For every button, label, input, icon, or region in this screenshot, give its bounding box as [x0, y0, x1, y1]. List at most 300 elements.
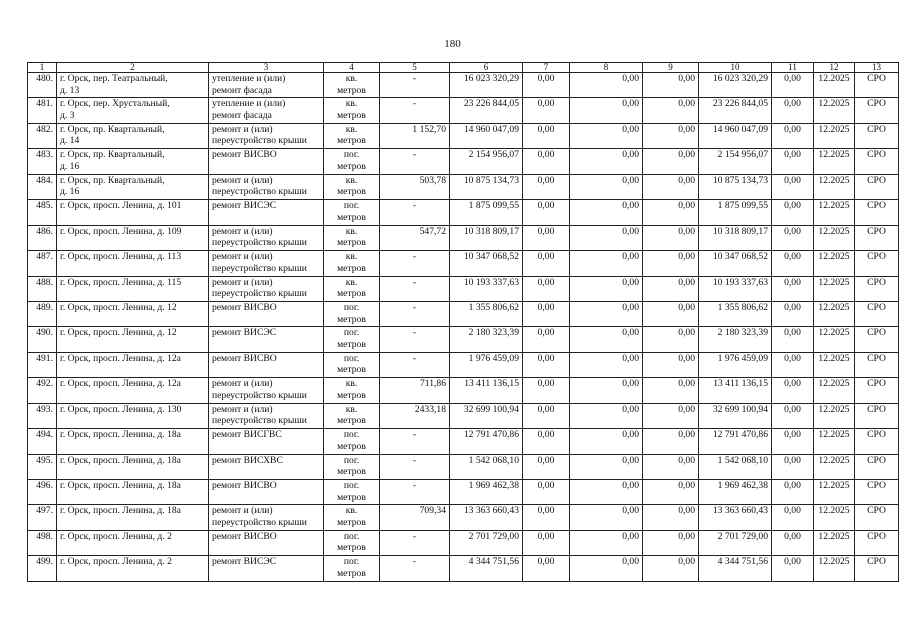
work-type-cell-line: ремонт ВИСВО	[212, 480, 277, 491]
address-cell	[57, 123, 209, 148]
col11-cell: 0,00	[772, 123, 814, 148]
col10-cell: 2 154 956,07	[699, 149, 772, 174]
col10-cell: 1 969 462,38	[699, 480, 772, 505]
total-cost-cell: 10 318 809,17	[450, 225, 523, 250]
row-number: 495.	[28, 454, 57, 479]
unit-cell-line: метров	[337, 110, 366, 122]
work-type-cell-line: ремонт и (или)	[212, 378, 273, 390]
work-type-cell	[209, 174, 324, 199]
row-number: 481.	[28, 98, 57, 123]
address-cell-line: г. Орск, пр. Квартальный,	[60, 149, 165, 161]
unit-cell	[324, 225, 380, 250]
address-cell-line: г. Орск, пр. Квартальный,	[60, 123, 165, 135]
work-type-cell	[209, 480, 324, 505]
row-number: 496.	[28, 480, 57, 505]
source-cell: СРО	[855, 174, 899, 199]
work-type-cell	[209, 530, 324, 555]
total-cost-cell: 1 969 462,38	[450, 480, 523, 505]
table-row	[28, 225, 899, 250]
total-cost-cell: 2 180 323,39	[450, 327, 523, 352]
unit-cell-line: кв.	[345, 403, 358, 415]
work-type-cell-line: переустройство крыши	[212, 186, 307, 198]
col7-cell: 0,00	[523, 276, 570, 301]
area-cell: -	[380, 251, 450, 276]
total-cost-cell: 10 347 068,52	[450, 251, 523, 276]
col11-cell: 0,00	[772, 301, 814, 326]
col11-cell: 0,00	[772, 98, 814, 123]
source-cell: СРО	[855, 301, 899, 326]
row-number: 497.	[28, 505, 57, 530]
col11-cell: 0,00	[772, 505, 814, 530]
work-type-cell-line: ремонт ВИСВО	[212, 352, 277, 364]
col10-cell: 1 875 099,55	[699, 200, 772, 225]
unit-cell	[324, 301, 380, 326]
table-row	[28, 403, 899, 428]
col7-cell: 0,00	[523, 378, 570, 403]
work-type-cell	[209, 454, 324, 479]
column-number-row	[28, 63, 899, 73]
col10-cell: 2 180 323,39	[699, 327, 772, 352]
column-header: 12	[814, 63, 855, 73]
area-cell: -	[380, 73, 450, 98]
unit-cell-line: метров	[337, 567, 366, 579]
work-type-cell-line: переустройство крыши	[212, 389, 307, 401]
col10-cell: 10 318 809,17	[699, 225, 772, 250]
col10-cell: 2 701 729,00	[699, 530, 772, 555]
unit-cell-line: метров	[337, 415, 366, 427]
row-number: 485.	[28, 200, 57, 225]
col8-cell: 0,00	[570, 301, 643, 326]
table-row	[28, 556, 899, 581]
table-row	[28, 149, 899, 174]
col7-cell: 0,00	[523, 530, 570, 555]
date-cell: 12.2025	[814, 251, 855, 276]
work-type-cell-line: ремонт ВИСЭС	[212, 556, 277, 568]
unit-cell-line: пог.	[343, 327, 360, 339]
address-cell	[57, 225, 209, 250]
date-cell: 12.2025	[814, 276, 855, 301]
col9-cell: 0,00	[643, 378, 699, 403]
total-cost-cell: 1 542 068,10	[450, 454, 523, 479]
address-cell-line: д. 16	[60, 186, 80, 198]
col8-cell: 0,00	[570, 530, 643, 555]
col11-cell: 0,00	[772, 276, 814, 301]
area-cell: -	[380, 352, 450, 377]
table-row	[28, 174, 899, 199]
row-number: 487.	[28, 251, 57, 276]
work-type-cell	[209, 327, 324, 352]
col11-cell: 0,00	[772, 556, 814, 581]
area-cell: 547,72	[380, 225, 450, 250]
unit-cell-line: метров	[337, 491, 366, 503]
col8-cell: 0,00	[570, 200, 643, 225]
unit-cell-line: пог.	[343, 556, 360, 568]
unit-cell-line: пог.	[343, 200, 360, 212]
work-type-cell	[209, 403, 324, 428]
work-type-cell-line: переустройство крыши	[212, 262, 307, 274]
table-row	[28, 200, 899, 225]
col10-cell: 23 226 844,05	[699, 98, 772, 123]
work-type-cell-line: ремонт и (или)	[212, 505, 273, 517]
work-type-cell	[209, 276, 324, 301]
col8-cell: 0,00	[570, 480, 643, 505]
total-cost-cell: 1 355 806,62	[450, 301, 523, 326]
column-header: 4	[324, 63, 380, 73]
date-cell: 12.2025	[814, 505, 855, 530]
col9-cell: 0,00	[643, 200, 699, 225]
total-cost-cell: 2 701 729,00	[450, 530, 523, 555]
col8-cell: 0,00	[570, 123, 643, 148]
work-type-cell	[209, 73, 324, 98]
address-cell	[57, 98, 209, 123]
address-cell-line: г. Орск, пер. Театральный,	[60, 73, 168, 84]
col11-cell: 0,00	[772, 454, 814, 479]
address-cell-line: г. Орск, просп. Ленина, д. 12а	[60, 378, 181, 390]
col8-cell: 0,00	[570, 327, 643, 352]
date-cell: 12.2025	[814, 403, 855, 428]
col9-cell: 0,00	[643, 403, 699, 428]
total-cost-cell: 1 976 459,09	[450, 352, 523, 377]
col8-cell: 0,00	[570, 352, 643, 377]
row-number: 482.	[28, 123, 57, 148]
col9-cell: 0,00	[643, 174, 699, 199]
date-cell: 12.2025	[814, 149, 855, 174]
address-cell-line: г. Орск, просп. Ленина, д. 2	[60, 530, 172, 542]
col9-cell: 0,00	[643, 352, 699, 377]
date-cell: 12.2025	[814, 556, 855, 581]
col9-cell: 0,00	[643, 429, 699, 454]
col9-cell: 0,00	[643, 327, 699, 352]
date-cell: 12.2025	[814, 98, 855, 123]
column-header: 10	[699, 63, 772, 73]
col9-cell: 0,00	[643, 301, 699, 326]
col11-cell: 0,00	[772, 403, 814, 428]
source-cell: СРО	[855, 454, 899, 479]
col7-cell: 0,00	[523, 403, 570, 428]
col10-cell: 12 791 470,86	[699, 429, 772, 454]
unit-cell-line: пог.	[343, 530, 360, 542]
source-cell: СРО	[855, 276, 899, 301]
row-number: 486.	[28, 225, 57, 250]
col7-cell: 0,00	[523, 327, 570, 352]
work-type-cell	[209, 352, 324, 377]
work-type-cell-line: переустройство крыши	[212, 237, 307, 249]
address-cell-line: г. Орск, просп. Ленина, д. 18а	[60, 505, 181, 517]
col7-cell: 0,00	[523, 505, 570, 530]
source-cell: СРО	[855, 505, 899, 530]
work-type-cell-line: ремонт ВИСВО	[212, 530, 277, 542]
row-number: 494.	[28, 429, 57, 454]
unit-cell-line: метров	[337, 364, 366, 376]
col9-cell: 0,00	[643, 454, 699, 479]
table-row	[28, 378, 899, 403]
unit-cell-line: кв.	[345, 123, 358, 135]
col11-cell: 0,00	[772, 251, 814, 276]
work-type-cell-line: ремонт и (или)	[212, 251, 273, 263]
total-cost-cell: 10 193 337,63	[450, 276, 523, 301]
source-cell: СРО	[855, 251, 899, 276]
col11-cell: 0,00	[772, 530, 814, 555]
area-cell: -	[380, 301, 450, 326]
table-row	[28, 301, 899, 326]
address-cell	[57, 301, 209, 326]
unit-cell	[324, 530, 380, 555]
work-type-cell-line: переустройство крыши	[212, 415, 307, 427]
table-row	[28, 530, 899, 555]
unit-cell-line: метров	[337, 313, 366, 325]
work-type-cell-line: ремонт ВИСЭС	[212, 200, 277, 212]
col10-cell: 10 875 134,73	[699, 174, 772, 199]
source-cell: СРО	[855, 98, 899, 123]
col8-cell: 0,00	[570, 403, 643, 428]
total-cost-cell: 16 023 320,29	[450, 73, 523, 98]
address-cell	[57, 276, 209, 301]
area-cell: 2433,18	[380, 403, 450, 428]
area-cell: 1 152,70	[380, 123, 450, 148]
table-row	[28, 251, 899, 276]
work-type-cell-line: утепление и (или)	[212, 73, 286, 84]
col8-cell: 0,00	[570, 225, 643, 250]
source-cell: СРО	[855, 225, 899, 250]
address-cell-line: г. Орск, просп. Ленина, д. 2	[60, 556, 172, 568]
row-number: 493.	[28, 403, 57, 428]
col7-cell: 0,00	[523, 251, 570, 276]
unit-cell-line: метров	[337, 466, 366, 478]
table-row	[28, 454, 899, 479]
address-cell	[57, 352, 209, 377]
address-cell-line: г. Орск, просп. Ленина, д. 18а	[60, 429, 181, 441]
address-cell	[57, 429, 209, 454]
col7-cell: 0,00	[523, 352, 570, 377]
work-type-cell-line: утепление и (или)	[212, 98, 286, 110]
col7-cell: 0,00	[523, 98, 570, 123]
date-cell: 12.2025	[814, 378, 855, 403]
col11-cell: 0,00	[772, 480, 814, 505]
address-cell-line: г. Орск, пер. Хрустальный,	[60, 98, 170, 110]
col9-cell: 0,00	[643, 98, 699, 123]
unit-cell-line: кв.	[345, 505, 358, 517]
work-type-cell	[209, 301, 324, 326]
col11-cell: 0,00	[772, 200, 814, 225]
unit-cell	[324, 480, 380, 505]
unit-cell	[324, 123, 380, 148]
work-type-cell	[209, 556, 324, 581]
col11-cell: 0,00	[772, 73, 814, 98]
unit-cell	[324, 556, 380, 581]
total-cost-cell: 10 875 134,73	[450, 174, 523, 199]
row-number: 492.	[28, 378, 57, 403]
unit-cell	[324, 98, 380, 123]
area-cell: -	[380, 530, 450, 555]
area-cell: 503,78	[380, 174, 450, 199]
unit-cell-line: кв.	[345, 98, 358, 110]
unit-cell	[324, 149, 380, 174]
address-cell-line: д. 14	[60, 135, 80, 147]
row-number: 484.	[28, 174, 57, 199]
source-cell: СРО	[855, 480, 899, 505]
unit-cell	[324, 251, 380, 276]
source-cell: СРО	[855, 327, 899, 352]
source-cell: СРО	[855, 149, 899, 174]
col7-cell: 0,00	[523, 454, 570, 479]
address-cell-line: д. 3	[60, 110, 75, 122]
table-row	[28, 276, 899, 301]
unit-cell-line: кв.	[345, 174, 358, 186]
unit-cell-line: метров	[337, 262, 366, 274]
address-cell-line: г. Орск, пр. Квартальный,	[60, 174, 165, 186]
source-cell: СРО	[855, 123, 899, 148]
column-header: 9	[643, 63, 699, 73]
address-cell	[57, 251, 209, 276]
unit-cell-line: пог.	[343, 454, 360, 466]
column-header: 5	[380, 63, 450, 73]
address-cell	[57, 505, 209, 530]
row-number: 490.	[28, 327, 57, 352]
unit-cell	[324, 174, 380, 199]
col7-cell: 0,00	[523, 556, 570, 581]
col7-cell: 0,00	[523, 73, 570, 98]
unit-cell-line: кв.	[345, 378, 358, 390]
address-cell-line: г. Орск, просп. Ленина, д. 18а	[60, 480, 181, 491]
address-cell-line: г. Орск, просп. Ленина, д. 130	[60, 403, 182, 415]
date-cell: 12.2025	[814, 480, 855, 505]
date-cell: 12.2025	[814, 200, 855, 225]
area-cell: 711,86	[380, 378, 450, 403]
address-cell-line: г. Орск, просп. Ленина, д. 101	[60, 200, 182, 212]
unit-cell-line: кв.	[345, 251, 358, 263]
column-header: 2	[57, 63, 209, 73]
unit-cell-line: пог.	[343, 301, 360, 313]
source-cell: СРО	[855, 378, 899, 403]
area-cell: -	[380, 480, 450, 505]
address-cell-line: г. Орск, просп. Ленина, д. 12	[60, 327, 177, 339]
col9-cell: 0,00	[643, 251, 699, 276]
row-number: 488.	[28, 276, 57, 301]
table-row	[28, 98, 899, 123]
date-cell: 12.2025	[814, 530, 855, 555]
unit-cell-line: метров	[337, 237, 366, 249]
source-cell: СРО	[855, 352, 899, 377]
col10-cell: 4 344 751,56	[699, 556, 772, 581]
unit-cell-line: метров	[337, 338, 366, 350]
unit-cell-line: пог.	[343, 429, 360, 441]
address-cell	[57, 149, 209, 174]
unit-cell-line: кв.	[345, 276, 358, 288]
source-cell: СРО	[855, 73, 899, 98]
date-cell: 12.2025	[814, 301, 855, 326]
table-row	[28, 480, 899, 505]
unit-cell-line: пог.	[343, 480, 360, 491]
unit-cell-line: метров	[337, 84, 366, 96]
row-number: 480.	[28, 73, 57, 98]
col10-cell: 13 363 660,43	[699, 505, 772, 530]
col7-cell: 0,00	[523, 200, 570, 225]
work-type-cell-line: ремонт ВИСВО	[212, 149, 277, 161]
col7-cell: 0,00	[523, 429, 570, 454]
col9-cell: 0,00	[643, 123, 699, 148]
address-cell	[57, 327, 209, 352]
work-type-cell-line: переустройство крыши	[212, 517, 307, 529]
work-type-cell	[209, 123, 324, 148]
work-type-cell	[209, 505, 324, 530]
work-type-cell	[209, 225, 324, 250]
col8-cell: 0,00	[570, 505, 643, 530]
col8-cell: 0,00	[570, 73, 643, 98]
col9-cell: 0,00	[643, 73, 699, 98]
unit-cell-line: метров	[337, 288, 366, 300]
col7-cell: 0,00	[523, 123, 570, 148]
work-type-cell-line: переустройство крыши	[212, 135, 307, 147]
column-header: 13	[855, 63, 899, 73]
work-type-cell-line: ремонт ВИСГВС	[212, 429, 282, 441]
col8-cell: 0,00	[570, 174, 643, 199]
unit-cell	[324, 429, 380, 454]
total-cost-cell: 1 875 099,55	[450, 200, 523, 225]
col9-cell: 0,00	[643, 556, 699, 581]
address-cell-line: г. Орск, просп. Ленина, д. 109	[60, 225, 182, 237]
area-cell: 709,34	[380, 505, 450, 530]
source-cell: СРО	[855, 429, 899, 454]
row-number: 491.	[28, 352, 57, 377]
work-type-cell-line: ремонт и (или)	[212, 225, 273, 237]
work-type-cell-line: переустройство крыши	[212, 288, 307, 300]
work-type-cell-line: ремонт ВИСХВС	[212, 454, 283, 466]
address-cell-line: г. Орск, просп. Ленина, д. 18а	[60, 454, 181, 466]
col10-cell: 1 976 459,09	[699, 352, 772, 377]
unit-cell-line: метров	[337, 517, 366, 529]
col8-cell: 0,00	[570, 276, 643, 301]
unit-cell-line: метров	[337, 440, 366, 452]
work-type-cell	[209, 429, 324, 454]
col8-cell: 0,00	[570, 251, 643, 276]
col7-cell: 0,00	[523, 480, 570, 505]
col10-cell: 10 193 337,63	[699, 276, 772, 301]
date-cell: 12.2025	[814, 73, 855, 98]
address-cell-line: г. Орск, просп. Ленина, д. 12	[60, 301, 177, 313]
unit-cell-line: метров	[337, 211, 366, 223]
unit-cell-line: пог.	[343, 352, 360, 364]
total-cost-cell: 4 344 751,56	[450, 556, 523, 581]
repair-register-table	[27, 62, 899, 582]
total-cost-cell: 12 791 470,86	[450, 429, 523, 454]
col9-cell: 0,00	[643, 530, 699, 555]
column-header: 8	[570, 63, 643, 73]
col8-cell: 0,00	[570, 454, 643, 479]
col7-cell: 0,00	[523, 149, 570, 174]
col10-cell: 32 699 100,94	[699, 403, 772, 428]
total-cost-cell: 13 411 136,15	[450, 378, 523, 403]
date-cell: 12.2025	[814, 123, 855, 148]
address-cell	[57, 73, 209, 98]
area-cell: -	[380, 98, 450, 123]
col10-cell: 10 347 068,52	[699, 251, 772, 276]
col11-cell: 0,00	[772, 378, 814, 403]
work-type-cell-line: ремонт фасада	[212, 110, 272, 122]
unit-cell	[324, 276, 380, 301]
work-type-cell-line: ремонт ВИСЭС	[212, 327, 277, 339]
col11-cell: 0,00	[772, 225, 814, 250]
unit-cell	[324, 403, 380, 428]
unit-cell	[324, 505, 380, 530]
column-header: 7	[523, 63, 570, 73]
table-row	[28, 123, 899, 148]
unit-cell	[324, 327, 380, 352]
area-cell: -	[380, 454, 450, 479]
unit-cell-line: кв.	[345, 73, 358, 84]
area-cell: -	[380, 327, 450, 352]
column-header: 11	[772, 63, 814, 73]
row-number: 498.	[28, 530, 57, 555]
